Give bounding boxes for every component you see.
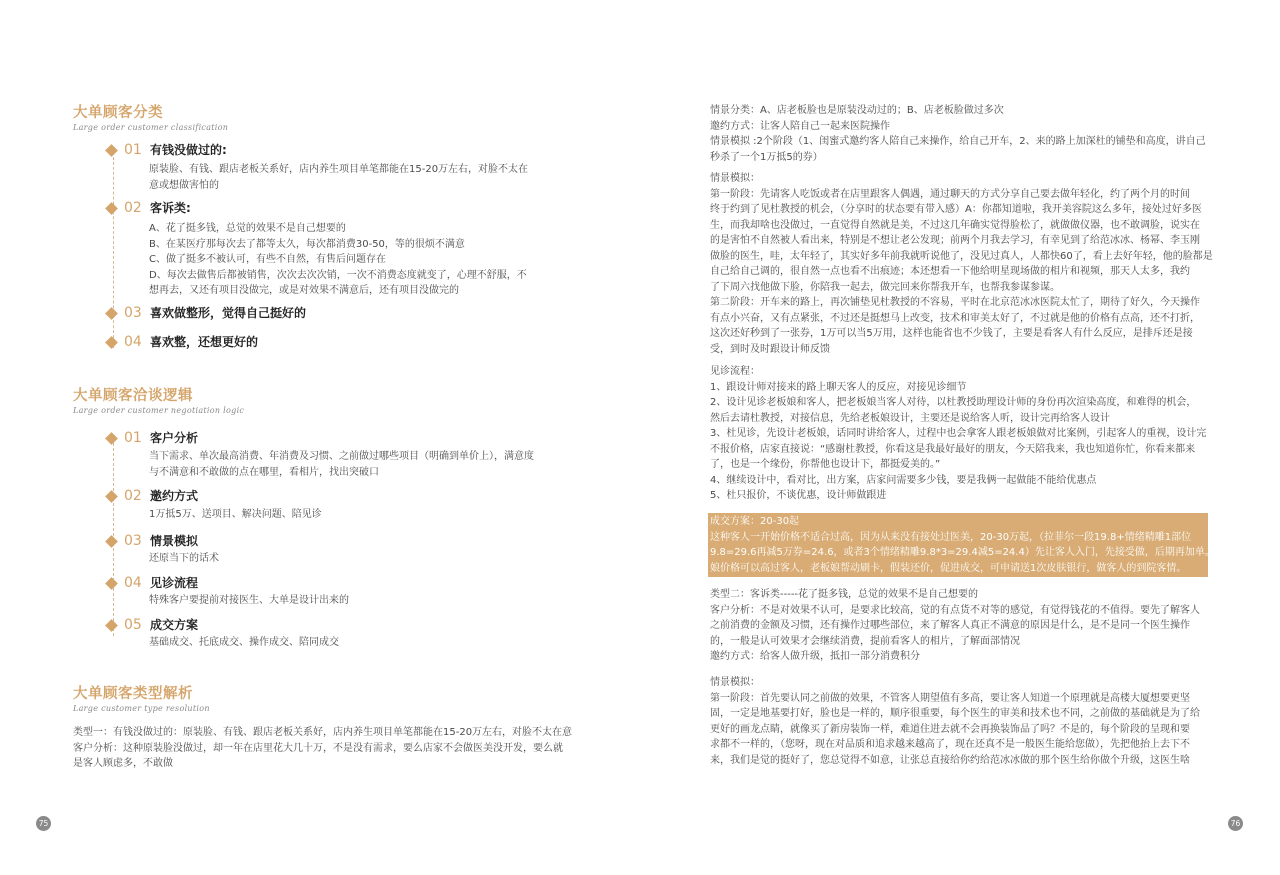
paragraph-type-two bbox=[710, 587, 1200, 665]
text-line: 是客人顾虑多，不敢做 bbox=[73, 758, 173, 769]
text-line: 1、跟设计师对接来的路上聊天客人的反应，对接见诊细节 bbox=[710, 381, 967, 393]
section-subtitle: Large customer type resolution bbox=[73, 704, 210, 713]
page-number: 76 bbox=[1228, 816, 1243, 831]
item-body bbox=[149, 162, 567, 193]
diamond-icon bbox=[105, 619, 118, 632]
text-line: 情景模拟： bbox=[710, 677, 760, 688]
body-line: B、在某医疗那每次去了都等太久，每次都消费30-50，等的很烦不满意 bbox=[149, 238, 465, 250]
item-body bbox=[149, 449, 567, 480]
body-line: 想再去，又还有项目没做完，或是对效果不满意后，还有项目没做完的 bbox=[149, 285, 459, 296]
body-line: 意或想做害怕的 bbox=[149, 179, 219, 191]
text-line: 类型二：客诉类-----花了挺多钱，总觉的效果不是自己想要的 bbox=[710, 589, 979, 600]
text-line: 类型一：有钱没做过的：原装脸、有钱、跟店老板关系好，店内养生项目单笔都能在15-20万左右，对脸不太在意 bbox=[73, 727, 573, 738]
item-body bbox=[149, 221, 567, 299]
paragraph-deal-plan bbox=[708, 513, 1235, 577]
diamond-icon bbox=[105, 577, 118, 590]
text-line: 第一阶段：先请客人吃饭或者在店里跟客人偶遇，通过聊天的方式分享自己要去做年轻化，约了两个月的时间 bbox=[710, 188, 1190, 200]
section-type-header bbox=[73, 685, 210, 714]
list-item bbox=[107, 141, 567, 193]
text-line: 情景分类：A、店老板脸也是原装没动过的；B、店老板脸做过多次 bbox=[710, 105, 1004, 116]
item-number: 03 bbox=[124, 305, 142, 321]
text-line: 情景模拟： bbox=[710, 173, 760, 184]
text-line: 的，一般是认可效果才会继续消费，提前看客人的相片，了解面部情况 bbox=[710, 635, 1020, 647]
body-line: A、花了挺多钱，总觉的效果不是自己想要的 bbox=[149, 223, 346, 234]
item-title: 成交方案 bbox=[150, 618, 199, 632]
diamond-icon bbox=[105, 336, 118, 349]
body-line: D、每次去做售后都被销售，次次去次次销，一次不消费态度就变了，心理不舒服，不 bbox=[149, 269, 527, 281]
section-subtitle: Large order customer classification bbox=[73, 123, 229, 132]
item-body bbox=[149, 507, 567, 523]
text-line: 邀约方式：给客人做升级，抵扣一部分消费积分 bbox=[710, 651, 920, 662]
paragraph-consultation-flow bbox=[710, 364, 1206, 504]
diamond-icon bbox=[105, 202, 118, 215]
paragraph-type-one bbox=[73, 725, 572, 772]
section-subtitle: Large order customer negotiation logic bbox=[73, 406, 245, 415]
list-item bbox=[107, 304, 567, 322]
diamond-icon bbox=[105, 432, 118, 445]
body-line: 特殊客户要提前对接医生、大单是设计出来的 bbox=[149, 595, 349, 606]
list-item bbox=[107, 429, 567, 480]
item-title: 情景模拟 bbox=[150, 534, 199, 548]
text-line: 邀约方式：让客人陪自己一起来医院操作 bbox=[710, 120, 890, 132]
paragraph-scenario-class bbox=[710, 103, 1206, 165]
text-line: 固，一定是地基要打好，脸也是一样的，顺序很重要，每个医生的审美和技术也不同，之前做的基础就是为了给 bbox=[710, 708, 1200, 719]
paragraph-scenario-simulation bbox=[710, 171, 1213, 357]
diamond-icon bbox=[105, 144, 118, 157]
list-item bbox=[107, 487, 567, 523]
deal-plan-highlight bbox=[708, 513, 1235, 577]
text-line: 受，到时及时跟设计师反馈 bbox=[710, 343, 830, 355]
item-number: 04 bbox=[124, 334, 142, 350]
list-item bbox=[107, 333, 567, 351]
body-line: 当下需求、单次最高消费、年消费及习惯、之前做过哪些项目（明确到单价上），满意度 bbox=[149, 451, 534, 462]
text-line: 这种客人一开始价格不适合过高，因为从来没有接处过医美，20-30万起，（拉菲尔一段19.8+情绪精雕1部位 bbox=[710, 531, 1192, 543]
text-line: 成交方案：20-30起 bbox=[710, 516, 800, 527]
text-line: 之前消费的金额及习惯，还有操作过哪些部位，来了解客人真正不满意的原因是什么，是不是同一个医生操作 bbox=[710, 620, 1190, 631]
list-item bbox=[107, 532, 567, 567]
item-body bbox=[149, 551, 567, 567]
body-line: 1万抵5万、送项目、解决问题、陪见诊 bbox=[149, 509, 322, 520]
text-line: 娘价格可以高过客人，老板娘帮动刷卡，假装还价，促进成交，可申请送1次皮肤银行，做客人的到院客情。 bbox=[710, 562, 1187, 574]
text-line: 第二阶段：开车来的路上，再次铺垫见杜教授的不容易，平时在北京范冰冰医院太忙了，期待了好久，今天操作 bbox=[710, 297, 1200, 308]
text-line: 客户分析：这种原装脸没做过，却一年在店里花大几十万，不是没有需求，要么店家不会做医美没开发，要么就 bbox=[73, 742, 563, 754]
item-title: 客诉类: bbox=[150, 201, 191, 215]
text-line: 2、设计见诊老板娘和客人，把老板娘当客人对待，以杜教授助理设计师的身份再次渲染高度，和难得的机会， bbox=[710, 397, 1197, 408]
item-number: 05 bbox=[124, 617, 142, 633]
text-line: 秒杀了一个1万抵5的券） bbox=[710, 151, 823, 163]
item-title: 喜欢做整形，觉得自己挺好的 bbox=[150, 306, 307, 320]
text-line: 情景模拟 :2个阶段（1、闺蜜式邀约客人陪自己来操作，给自己开车，2、来的路上加深杜的铺垫和高度，讲自己 bbox=[710, 136, 1206, 147]
body-line: 原装脸、有钱、跟店老板关系好，店内养生项目单笔都能在15-20万左右，对脸不太在 bbox=[149, 164, 529, 175]
section-title: 大单顾客类型解析 bbox=[73, 686, 193, 702]
text-line: 更好的画龙点睛，就像买了新房装饰一样，难道住进去就不会再换装饰品了吗？不是的，每个阶段的呈现和要 bbox=[710, 723, 1190, 735]
text-line: 的是害怕不自然被人看出来，特别是不想让老公发现；前两个月我去学习，有幸见到了给范冰冰、杨幂、李玉刚 bbox=[710, 235, 1200, 246]
item-number: 04 bbox=[124, 575, 142, 591]
item-body bbox=[149, 593, 567, 609]
text-line: 见诊流程： bbox=[710, 366, 760, 377]
section-title: 大单顾客分类 bbox=[73, 105, 163, 121]
text-line: 生，而我却啥也没做过，一直觉得自然就是美，不过这几年确实觉得脸松了，就做做仪器，也不敢调脸，说实在 bbox=[710, 219, 1200, 231]
list-item bbox=[107, 574, 567, 609]
section-title: 大单顾客洽谈逻辑 bbox=[73, 388, 193, 404]
item-title: 见诊流程 bbox=[150, 576, 199, 590]
page-number: 75 bbox=[36, 816, 51, 831]
text-line: 然后去请杜教授，对接信息，先给老板娘设计，主要还是说给客人听，设计完再给客人设计 bbox=[710, 412, 1110, 424]
text-line: 客户分析：不是对效果不认可，是要求比较高，觉的有点货不对等的感觉，有觉得钱花的不值得。要先了解客人 bbox=[710, 604, 1200, 616]
item-number: 01 bbox=[124, 430, 142, 446]
text-line: 9.8=29.6再减5万券=24.6，或者3个情绪精雕9.8*3=29.4减5=24.4）先让客人入门，先接受做，后期再加单。老板 bbox=[710, 547, 1235, 558]
body-line: C、做了挺多不被认可，有些不自然，有售后问题存在 bbox=[149, 254, 386, 265]
diamond-icon bbox=[105, 535, 118, 548]
item-body bbox=[149, 635, 567, 651]
item-number: 02 bbox=[124, 200, 142, 216]
text-line: 5、杜只报价，不谈优惠，设计师做跟进 bbox=[710, 490, 887, 501]
text-line: 这次还好秒到了一张券，1万可以当5万用，这样也能省也不少钱了，主要是看客人有什么反应，是排斥还是接 bbox=[710, 328, 1193, 339]
item-title: 邀约方式 bbox=[150, 489, 199, 503]
text-line: 终于约到了见杜教授的机会，（分享时的状态要有带入感）A：你都知道啦，我开美容院这么多年，接处过好多医 bbox=[710, 204, 1202, 215]
text-line: 4、继续设计中，看对比，出方案，店家问需要多少钱，要是我俩一起做能不能给优惠点 bbox=[710, 474, 1097, 486]
body-line: 还原当下的话术 bbox=[149, 553, 219, 564]
diamond-icon bbox=[105, 490, 118, 503]
text-line: 来，我们是觉的挺好了，您总觉得不如意，让张总直接给你约给范冰冰做的那个医生给你做个升级，这医生啥 bbox=[710, 754, 1190, 766]
item-number: 03 bbox=[124, 533, 142, 549]
body-line: 与不满意和不敢做的点在哪里，看相片，找出突破口 bbox=[149, 466, 379, 478]
paragraph-scenario-two bbox=[710, 675, 1200, 768]
text-line: 做脸的医生，哇，太年轻了，其实好多年前我就听说他了，没见过真人，人都快60了，看上去好年轻，他的脸都是 bbox=[710, 250, 1213, 262]
section-classification-header bbox=[73, 104, 228, 133]
text-line: 第一阶段：首先要认同之前做的效果，不管客人期望值有多高，要让客人知道一个原理就是高楼大厦想要更坚 bbox=[710, 692, 1190, 704]
item-title: 有钱没做过的: bbox=[150, 143, 227, 157]
list-item bbox=[107, 616, 567, 651]
text-line: 3、杜见诊，先设计老板娘，话同时讲给客人，过程中也会拿客人跟老板娘做对比案例，引起客人的重视，设计完 bbox=[710, 428, 1207, 439]
text-line: 了下周六找他做下脸，你陪我一起去，做完回来你帮我开车，也帮我参谋参谋。 bbox=[710, 281, 1060, 293]
diamond-icon bbox=[105, 307, 118, 320]
text-line: 自己给自己调的，很自然一点也看不出痕迹；本还想看一下他给明星现场做的相片和视频，那天人太多，我约 bbox=[710, 266, 1190, 277]
item-title: 喜欢整，还想更好的 bbox=[150, 335, 259, 349]
section-negotiation-header bbox=[73, 387, 244, 416]
body-line: 基础成交、托底成交、操作成交、陪同成交 bbox=[149, 637, 339, 648]
list-item bbox=[107, 199, 567, 299]
item-title: 客户分析 bbox=[150, 431, 199, 445]
text-line: 不报价格，店家直接说：“感谢杜教授，你看这是我最好最好的朋友，今天陪我来，我也知道你忙，你看来都来 bbox=[710, 443, 1196, 455]
text-line: 有点小兴奋，又有点紧张，不过还是挺想马上改变，技术和审美太好了，不过就是他的价格有点高，还不打折， bbox=[710, 312, 1200, 324]
item-number: 01 bbox=[124, 142, 142, 158]
text-line: 求都不一样的，（您呀，现在对品质和追求越来越高了，现在还真不是一般医生能给您做），先把他抬上去下不 bbox=[710, 739, 1190, 750]
text-line: 了，也是一个缘份，你帮他也设计下，都挺爱美的。” bbox=[710, 459, 941, 470]
item-number: 02 bbox=[124, 488, 142, 504]
